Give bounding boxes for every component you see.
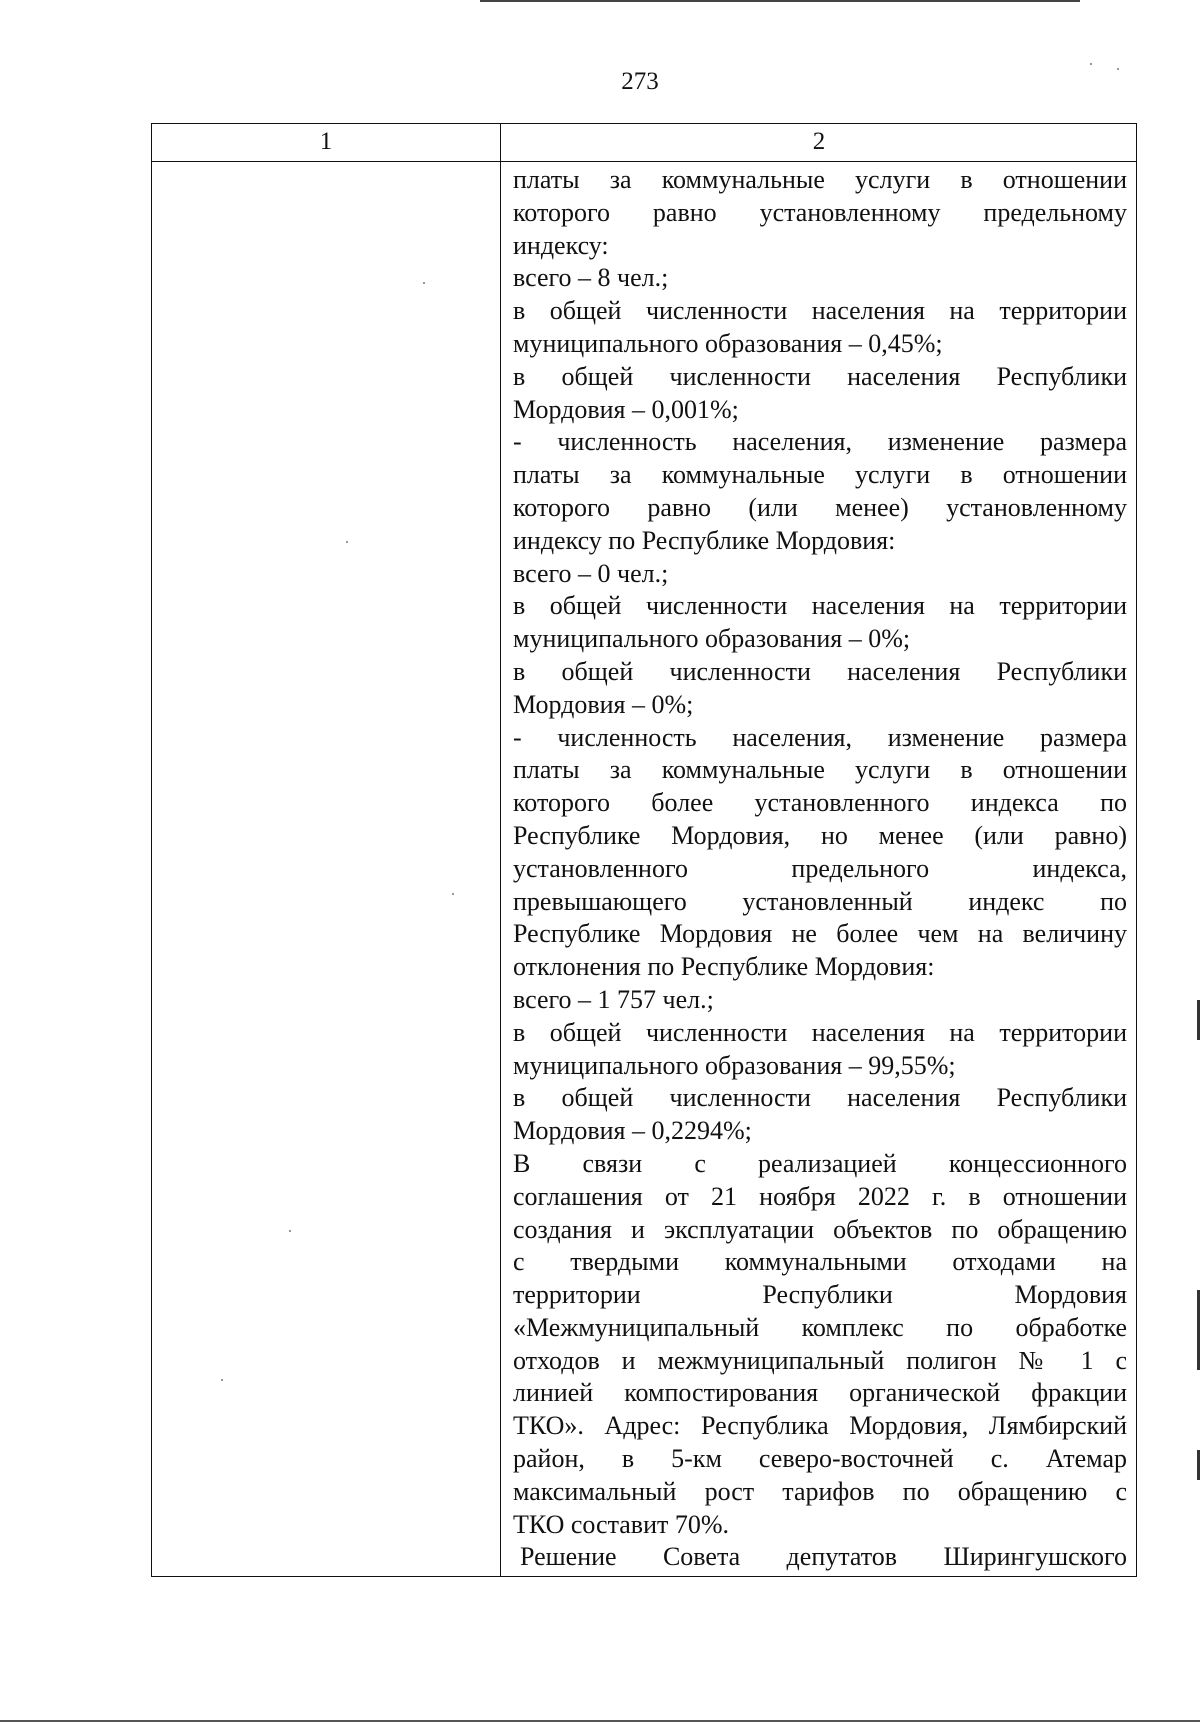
text-line: муниципального образования – 0%; xyxy=(513,624,911,654)
text-line: максимальный рост тарифов по обращению с xyxy=(513,1476,1127,1506)
text-line: Решение Совета депутатов Ширингушского xyxy=(520,1542,1127,1572)
text-line: превышающего установленный индекс по xyxy=(513,886,1127,916)
text-line: - численность населения, изменение размера xyxy=(513,722,1127,752)
text-line: Мордовия – 0%; xyxy=(513,689,694,719)
text-line: линией компостирования органической фракции xyxy=(513,1378,1127,1408)
text-line: всего – 0 чел.; xyxy=(513,558,669,588)
text-line: всего – 1 757 чел.; xyxy=(513,984,714,1014)
column-2-body xyxy=(513,164,1127,1574)
text-line: муниципального образования – 99,55%; xyxy=(513,1050,956,1080)
text-line: которого более установленного индекса по xyxy=(513,788,1127,818)
document-table xyxy=(151,123,1137,1577)
text-line: «Межмуниципальный комплекс по обработке xyxy=(513,1312,1127,1342)
text-line: платы за коммунальные услуги в отношении xyxy=(513,165,1127,194)
text-line: всего – 8 чел.; xyxy=(513,263,669,293)
text-line: район, в 5-км северо-восточней с. Атемар xyxy=(513,1444,1127,1474)
text-line: территории Республики Мордовия xyxy=(513,1280,1127,1310)
scan-speck xyxy=(346,541,348,543)
text-line: в общей численности населения на территории xyxy=(513,591,1127,621)
scan-speck xyxy=(452,893,454,895)
scan-speck xyxy=(423,282,425,284)
column-divider xyxy=(500,124,501,1576)
scan-speck xyxy=(289,1230,291,1232)
text-line: В связи с реализацией концессионного xyxy=(513,1148,1127,1178)
text-line: - численность населения, изменение размера xyxy=(513,427,1127,457)
text-line: индексу: xyxy=(513,230,609,260)
column-2-header: 2 xyxy=(812,128,826,155)
page-number: 273 xyxy=(621,68,659,95)
text-line: в общей численности населения Республики xyxy=(513,361,1127,391)
table-header-row xyxy=(152,124,1136,162)
text-line: соглашения от 21 ноября 2022 г. в отношении xyxy=(513,1181,1127,1211)
text-line: отклонения по Республике Мордовия: xyxy=(513,952,935,982)
text-line: отходов и межмуниципальный полигон № 1 с xyxy=(513,1345,1127,1375)
text-line: создания и эксплуатации объектов по обращению xyxy=(513,1214,1127,1244)
text-line: Республике Мордовия не более чем на величину xyxy=(513,919,1127,949)
text-line: которого равно (или менее) установленному xyxy=(513,492,1127,522)
text-line: в общей численности населения на территории xyxy=(513,296,1127,326)
scan-top-rule xyxy=(480,0,1080,2)
scan-bottom-rule xyxy=(0,1720,1200,1722)
text-line: ТКО». Адрес: Республика Мордовия, Лямбирский xyxy=(513,1411,1127,1441)
text-line: ТКО составит 70%. xyxy=(513,1509,730,1539)
text-line: в общей численности населения на территории xyxy=(513,1017,1127,1047)
text-line: установленного предельного индекса, xyxy=(513,853,1127,883)
column-1-header: 1 xyxy=(319,128,333,155)
text-line: платы за коммунальные услуги в отношении xyxy=(513,755,1127,785)
text-line: Мордовия – 0,001%; xyxy=(513,394,739,424)
scan-speck xyxy=(221,1379,223,1381)
text-line: Республике Мордовия, но менее (или равно) xyxy=(513,820,1127,850)
text-line: которого равно установленному предельному xyxy=(513,197,1127,227)
text-line: в общей численности населения Республики xyxy=(513,656,1127,686)
text-line: с твердыми коммунальными отходами на xyxy=(513,1247,1127,1277)
text-line: муниципального образования – 0,45%; xyxy=(513,328,943,358)
text-line: платы за коммунальные услуги в отношении xyxy=(513,460,1127,490)
text-line: в общей численности населения Республики xyxy=(513,1083,1127,1113)
text-line: индексу по Республике Мордовия: xyxy=(513,525,896,555)
text-line: Мордовия – 0,2294%; xyxy=(513,1116,752,1146)
scan-speck xyxy=(1117,68,1119,70)
scan-speck xyxy=(1090,63,1092,65)
